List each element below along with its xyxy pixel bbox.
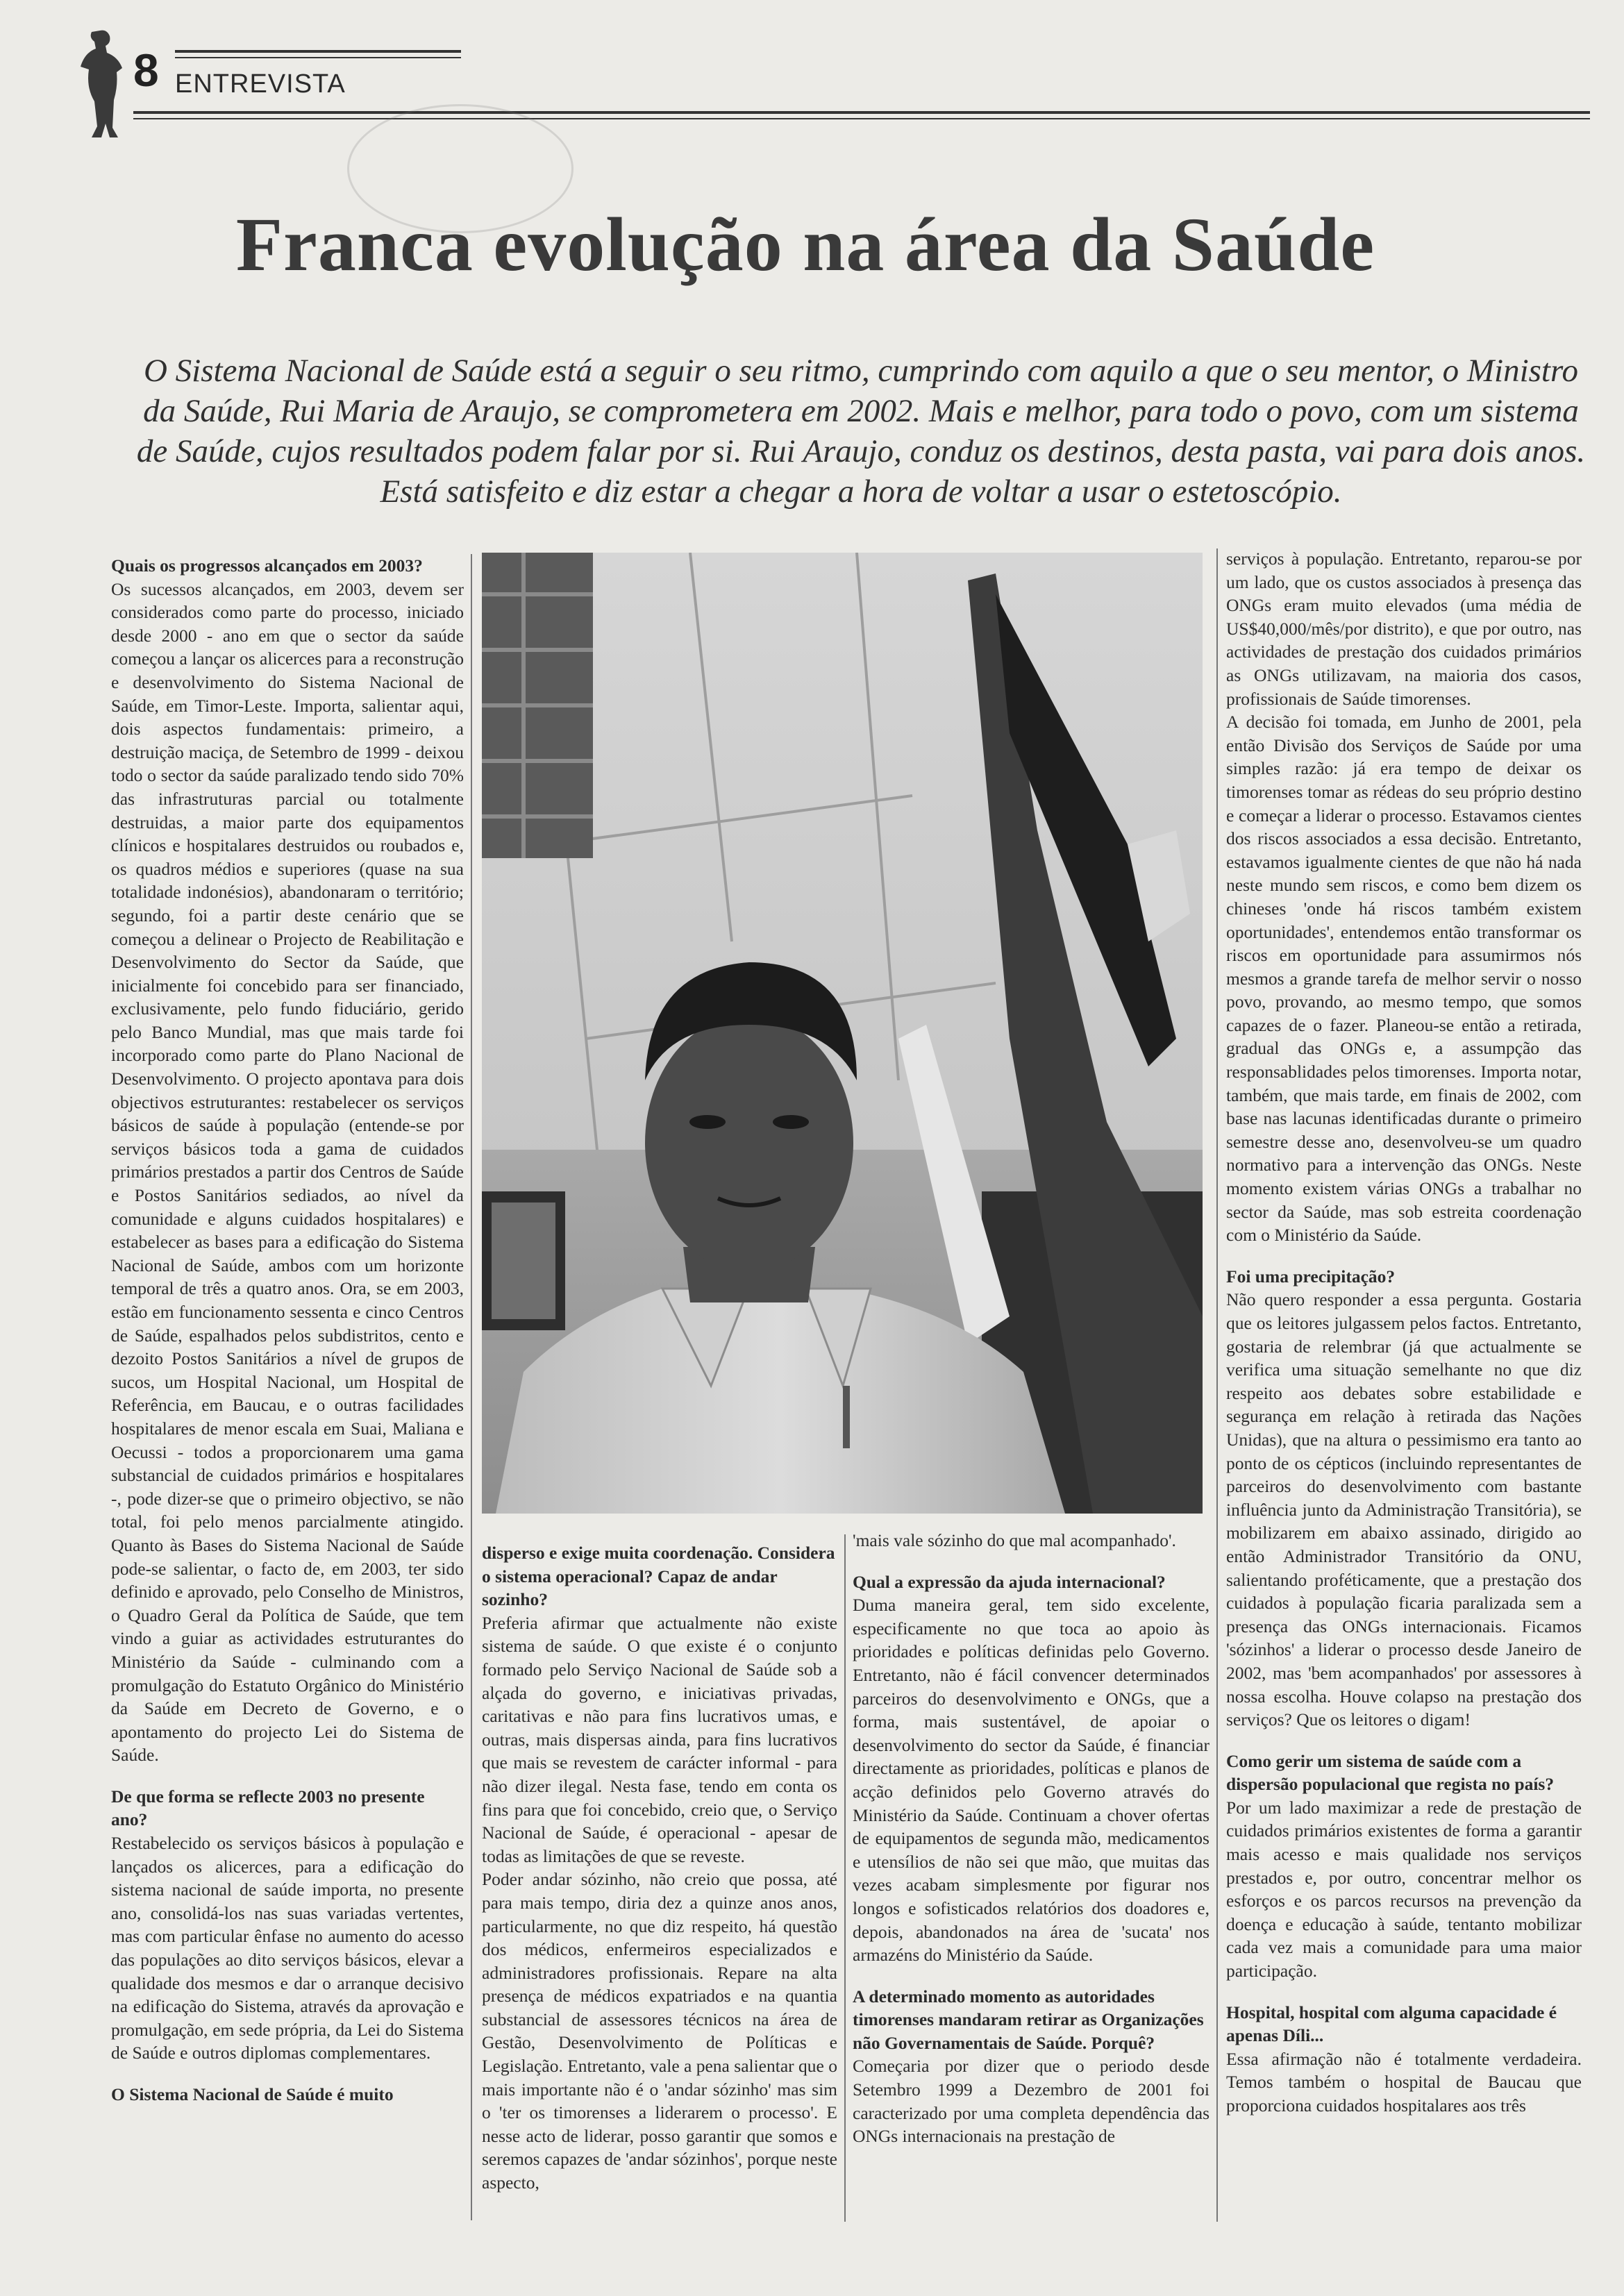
answer-paragraph: 'mais vale sózinho do que mal acompanhado'. <box>853 1530 1176 1550</box>
column-4 <box>1226 547 1582 2118</box>
question-heading: Como gerir um sistema de saúde com a dispersão populacional que regista no país? <box>1226 1750 1555 1795</box>
statue-logo-icon <box>72 28 132 140</box>
article-headline: Franca evolução na área da Saúde <box>235 202 1375 287</box>
question-heading: De que forma se reflecte 2003 no presente ano? <box>111 1786 425 1830</box>
column-divider <box>844 1534 846 2222</box>
question-heading: disperso e exige muita coordenação. Considera o sistema operacional? Capaz de andar sozinho? <box>482 1543 835 1610</box>
column-3 <box>853 1529 1209 2148</box>
question-heading: O Sistema Nacional de Saúde é muito <box>111 2084 394 2104</box>
column-1 <box>111 554 464 2106</box>
article-lead: O Sistema Nacional de Saúde está a seguir o seu ritmo, cumprindo com aquilo a que o seu mentor, o Ministro da Saúde, Rui Maria de Araujo, se comprometera em 2002. Mais e melhor, para todo o povo, com um sistema de Saúde, cujos resultados podem falar por si. Rui Araujo, conduz os destinos, desta pasta, vai para dois anos. Está satisfeito e diz estar a chegar a hora de voltar a usar o estetoscópio. <box>136 353 1586 510</box>
header-rule-short-top <box>175 50 461 53</box>
answer-paragraph: Restabelecido os serviços básicos à população e lançados os alicerces, para a edificação do sistema nacional de saúde importa, no presente ano, consolidá-los nas suas variadas vertentes, mas com particular ênfase no aumento do acesso das populações ao dito serviços básicos, elevar a qualidade dos mesmos e dar o arranque decisivo na edificação do Sistema, através da aprovação e promulgação, em sede própria, da Lei do Sistema de Saúde e outros diplomas complementares. <box>111 1833 464 2063</box>
answer-paragraph: Começaria por dizer que o periodo desde Setembro 1999 a Dezembro de 2001 foi caracterizado por uma completa dependência das ONGs internacionais na prestação de <box>853 2056 1209 2147</box>
question-heading: A determinado momento as autoridades timorenses mandaram retirar as Organizações não Governamentais de Saúde. Porquê? <box>853 1986 1204 2053</box>
answer-paragraph: Poder andar sózinho, não creio que possa, até para mais tempo, diria dez a quinze anos anos, particularmente, no que diz respeito, há questão dos médicos, enfermeiros especializados e administradores profissionais. Repare na alta presença de médicos expatriados e na quantia substancial de assessores técnicos na área de Gestão, Desenvolvimento de Políticas e Legislação. Entretanto, vale a pena salientar que o mais importante não é o 'andar sózinho' mas sim o 'ter os timorenses a liderarem o processo'. E nesse acto de liderar, posso garantir que somos e seremos capazes de 'andar sózinhos', porque neste aspecto, <box>482 1869 837 2193</box>
page-number: 8 <box>133 44 159 96</box>
answer-paragraph: Não quero responder a essa pergunta. Gostaria que os leitores julgassem pelos factos. Entretanto, gostaria de relembrar (já que actualmente se verifica uma situação semelhante no que diz respeito aos debates sobre estabilidade e segurança em relação à retirada das Nações Unidas), que na altura o pessimismo era tanto ao ponto de os cépticos (incluindo representantes de parceiros do desenvolvimento com bastante influência junto da Administração Transitória), se mobilizarem em abaixo assinado, dirigido ao então Administrador Transitório da ONU, salientando proféticamente, que a prestação dos cuidados à população ficaria paralizada sem a presença das ONGs internacionais. Ficamos 'sózinhos' a liderar o processo desde Janeiro de 2002, mas 'bem acompanhados' por assessores à nossa escolha. Houve colapso na prestação dos serviços? Que os leitores o digam! <box>1226 1289 1582 1730</box>
column-divider <box>471 554 472 2220</box>
header-rule-short-bottom <box>175 57 461 58</box>
answer-paragraph: Essa afirmação não é totalmente verdadeira. Temos também o hospital de Baucau que proporciona cuidados hospitalares aos três <box>1226 2048 1582 2115</box>
section-label: ENTREVISTA <box>175 69 346 99</box>
column-divider <box>1216 548 1218 2222</box>
header-rule-long-top <box>133 111 1590 114</box>
column-2 <box>482 1541 837 2195</box>
header-rule-long-bottom <box>133 118 1590 119</box>
answer-paragraph: Os sucessos alcançados, em 2003, devem ser considerados como parte do processo, iniciado desde 2000 - ano em que o sector da saúde começou a lançar os alicerces para a reconstrução e desenvolvimento do Sistema Nacional de Saúde, em Timor-Leste. Importa, salientar aqui, dois aspectos fundamentais: primeiro, a destruição maciça, de Setembro de 1999 - deixou todo o sector da saúde paralizado tendo sido 70% das infrastruturas parcial ou totalmente destruidas, a maior parte dos equipamentos clínicos e hospitalares destruidos ou roubados e, os quadros médios e superiores (quase na sua totalidade indonésios), abandonaram o território; segundo, foi a partir deste cenário que se começou a delinear o Projecto de Reabilitação e Desenvolvimento do Sector da Saúde, que inicialmente foi concebido para ser financiado, exclusivamente, pelo fundo fiduciário, gerido pelo Banco Mundial, mas que mais tarde foi incorporado como parte do Plano Nacional de Desenvolvimento. O projecto apontava para dois objectivos estruturantes: restabelecer os serviços básicos de saúde à população (entende-se por serviços básicos toda a gama de cuidados primários prestados a partir dos Centros de Saúde e Postos Sanitários sediados, ao nível da comunidade e alguns cuidados hospitalares) e estabelecer as bases para a edificação do Sistema Nacional de Saúde, ambos com um horizonte temporal de três a quatro anos. Ora, se em 2003, estão em funcionamento sessenta e cinco Centros de Saúde, espalhados pelos subdistritos, cento e dezoito Postos Sanitários a nível de grupos de sucos, um Hospital Nacional, um Hospital de Referência, em Baucau, e o outras facilidades hospitalares de menor escala em Suai, Maliana e Oecussi - todos a proporcionarem uma gama substancial de cuidados primários e hospitalares -, pode dizer-se que o primeiro objectivo, se não total, foi pelo menos parcialmente atingido. Quanto às Bases do Sistema Nacional de Saúde pode-se salientar, o facto de, em 2003, ter sido definido e aprovado, pelo Conselho de Ministros, o Quadro Geral da Política de Saúde, que tem vindo a guiar as actividades estruturantes do Ministério da Saúde - culminando com a promulgação do Estatuto Orgânico do Ministério da Saúde em Decreto de Governo, e o apontamento do projecto Lei do Sistema de Saúde. <box>111 578 464 1766</box>
question-heading: Foi uma precipitação? <box>1226 1266 1396 1287</box>
answer-paragraph: serviços à população. Entretanto, reparou-se por um lado, que os custos associados à presença das ONGs eram muito elevados (uma média de US$40,000/mês/por distrito), e que por outro, nas actividades de prestação dos cuidados primários as ONGs utilizavam, na maioria dos casos, profissionais de Saúde timorenses. <box>1226 548 1582 709</box>
question-heading: Qual a expressão da ajuda internacional? <box>853 1571 1166 1592</box>
minister-portrait-photo <box>482 553 1203 1514</box>
question-heading: Quais os progressos alcançados em 2003? <box>111 555 423 576</box>
answer-paragraph: Preferia afirmar que actualmente não existe sistema de saúde. O que existe é o conjunto formado pelo Serviço Nacional de Saúde sob a alçada do governo, e iniciativas privadas, caritativas e não para fins lucrativos umas, e outras, mais dispersas ainda, para fins lucrativos que mais se revestem de carácter informal - para não dizer ilegal. Nesta fase, tendo em conta os fins para que foi concebido, creio que, o Serviço Nacional de Saúde, é operacional - apesar de todas as limitações de que se reveste. <box>482 1612 837 1866</box>
answer-paragraph: Por um lado maximizar a rede de prestação de cuidados primários existentes de forma a garantir mais acesso e mais qualidade nos serviços prestados e, por outro, concentrar melhor os esforços e os parcos recursos na prevenção da doença e educação à saúde, tentanto mobilizar cada vez mais a comunidade para uma maior participação. <box>1226 1797 1582 1981</box>
answer-paragraph: A decisão foi tomada, em Junho de 2001, pela então Divisão dos Serviços de Saúde por uma simples razão: já era tempo de deixar os timorenses tomar as rédeas do seu próprio destino e começar a liderar o processo. Estavamos cientes dos riscos associados a essa decisão. Entretanto, estavamos igualmente cientes de que não há nada neste mundo sem riscos, e como bem dizem os chineses 'onde há riscos também existem oportunidades', entendemos então transformar os riscos em oportunidade para assumirmos nós mesmos a grande tarefa de melhor servir o nosso povo, provando, ao mesmo tempo, que somos capazes de o fazer. Planeou-se então a retirada, gradual das ONGs e, a assumpção das responsablidades pelos timorenses. Importa notar, também, que mais tarde, em finais de 2002, com base nas lacunas identificadas durante o primeiro semestre desse ano, desenvolveu-se um quadro normativo para a intervenção das ONGs. Neste momento existem várias ONGs a trabalhar no sector da Saúde, mas sob estreita coordenação com o Ministério da Saúde. <box>1226 712 1582 1246</box>
question-heading: Hospital, hospital com alguma capacidade é apenas Díli... <box>1226 2002 1557 2046</box>
answer-paragraph: Duma maneira geral, tem sido excelente, especificamente no que toca ao apoio às prioridades e políticas definidas pelo Governo. Entretanto, não é fácil convencer determinados parceiros do desenvolvimento e ONGs, que a forma, mais sustentável, de apoiar o desenvolvimento do sector da Saúde, é financiar directamente as prioridades, políticas e planos de acção definidos pelo Governo através do Ministério da Saúde. Continuam a chover ofertas de equipamentos de segunda mão, medicamentos e utensílios de não sei que mão, que muitas das vezes acabam simplesmente por figurar nos longos e sofisticados relatórios dos doadores e, depois, abandonados na área de 'sucata' nos armazéns do Ministério da Saúde. <box>853 1595 1209 1966</box>
